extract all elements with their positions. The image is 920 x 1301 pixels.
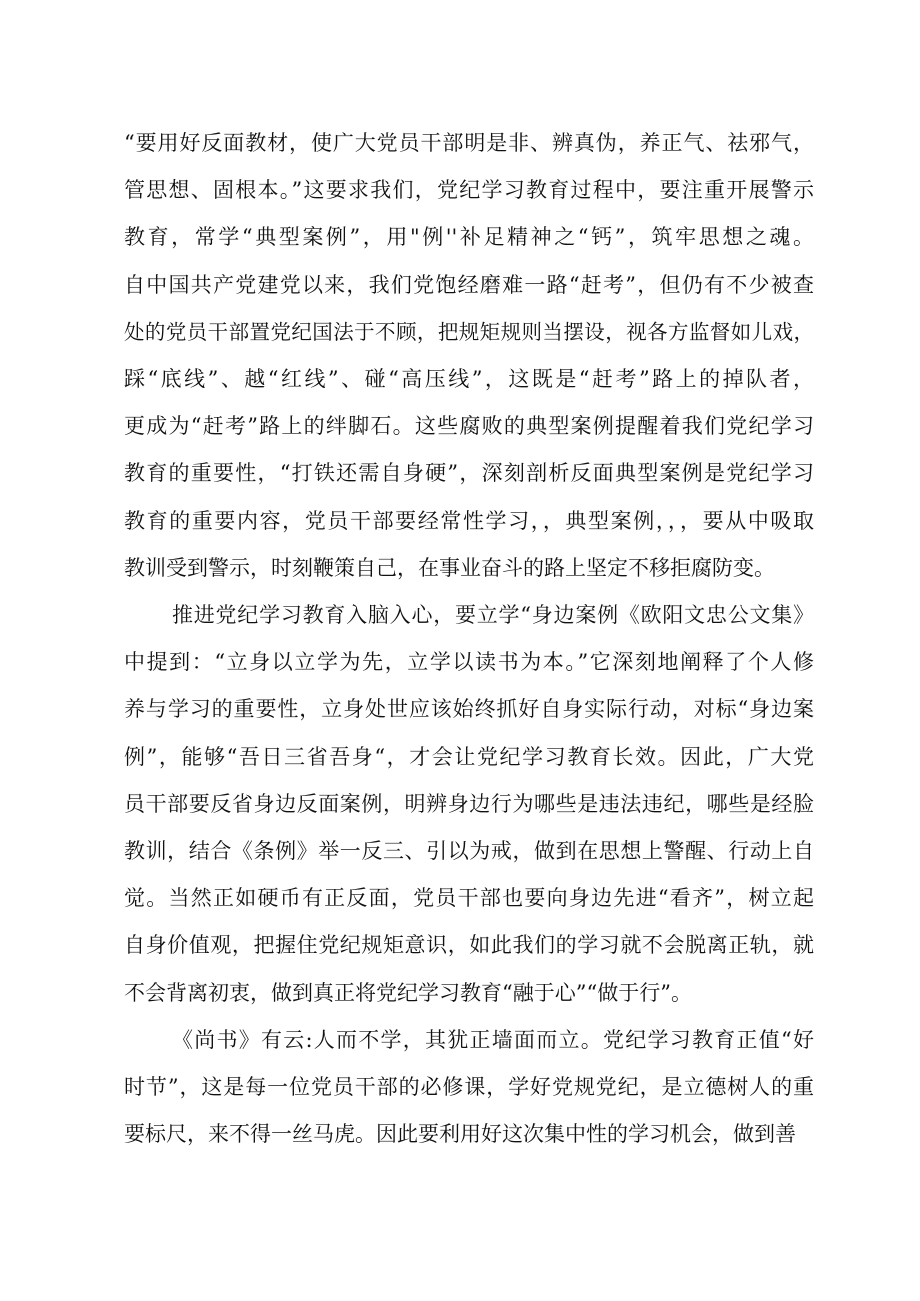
paragraph-1-line: 教育的重要性，“打铁还需自身硬”，深刻剖析反面典型案例是党纪学习 (124, 461, 814, 486)
paragraph-2-line: 不会背离初衷，做到真正将党纪学习教育“融于心”“做于行”。 (124, 980, 692, 1005)
paragraph-2-line: 觉。当然正如硬币有正反面，党员干部也要向身边先进“看齐”，树立起 (124, 886, 814, 911)
paragraph-1-line: 教训受到警示，时刻鞭策自己，在事业奋斗的路上坚定不移拒腐防变。 (124, 555, 775, 580)
paragraph-1-line: 处的党员干部置党纪国法于不顾，把规矩规则当摆设，视各方监督如儿戏， (124, 319, 814, 344)
paragraph-2-line: 教训，结合《条例》举一反三、引以为戒，做到在思想上警醒、行动上自 (124, 839, 814, 863)
paragraph-1-line: 自中国共产党建党以来，我们党饱经磨难一路“赶考”，但仍有不少被查 (124, 272, 814, 297)
paragraph-2-line: 中提到：“立身以立学为先，立学以读书为本。”它深刻地阐释了个人修 (124, 650, 814, 675)
paragraph-1-line: 更成为“赶考”路上的绊脚石。这些腐败的典型案例提醒着我们党纪学习 (124, 414, 814, 439)
paragraph-2-line: 推进党纪学习教育入脑入心，要立学“身边案例《欧阳文忠公文集》 (172, 603, 814, 627)
paragraph-3-line: 要标尺，来不得一丝马虎。因此要利用好这次集中性的学习机会，做到善 (124, 1122, 796, 1147)
paragraph-2-line: 例”，能够“吾日三省吾身“，才会让党纪学习教育长效。因此，广大党 (124, 744, 814, 769)
paragraph-1-line: 教育的重要内容，党员干部要经常性学习，，典型案例，，，要从中吸取 (124, 508, 814, 533)
paragraph-3-line: 时节”，这是每一位党员干部的必修课，学好党规党纪，是立德树人的重 (124, 1075, 814, 1099)
paragraph-1-line: 管思想、固根本。”这要求我们，党纪学习教育过程中，要注重开展警示 (124, 178, 814, 203)
paragraph-2-line: 养与学习的重要性，立身处世应该始终抓好自身实际行动，对标“身边案 (124, 697, 814, 722)
paragraph-2-line: 自身价值观，把握住党纪规矩意识，如此我们的学习就不会脱离正轨，就 (124, 933, 814, 958)
paragraph-2-line: 员干部要反省身边反面案例，明辨身边行为哪些是违法违纪，哪些是经脸 (124, 791, 814, 816)
paragraph-3-line: 《尚书》有云:人而不学，其犹正墙面而立。党纪学习教育正值“好 (172, 1027, 814, 1052)
paragraph-1-line: “要用好反面教材，使广大党员干部明是非、辨真伪，养正气、祛邪气， (124, 131, 814, 155)
paragraph-1-line: 踩“底线”、越“红线”、碰“高压线”，这既是“赶考”路上的掉队者， (124, 367, 814, 391)
paragraph-1-line: 教育，常学“典型案例”，用"例''补足精神之“钙”，筑牢思想之魂。 (124, 225, 814, 250)
